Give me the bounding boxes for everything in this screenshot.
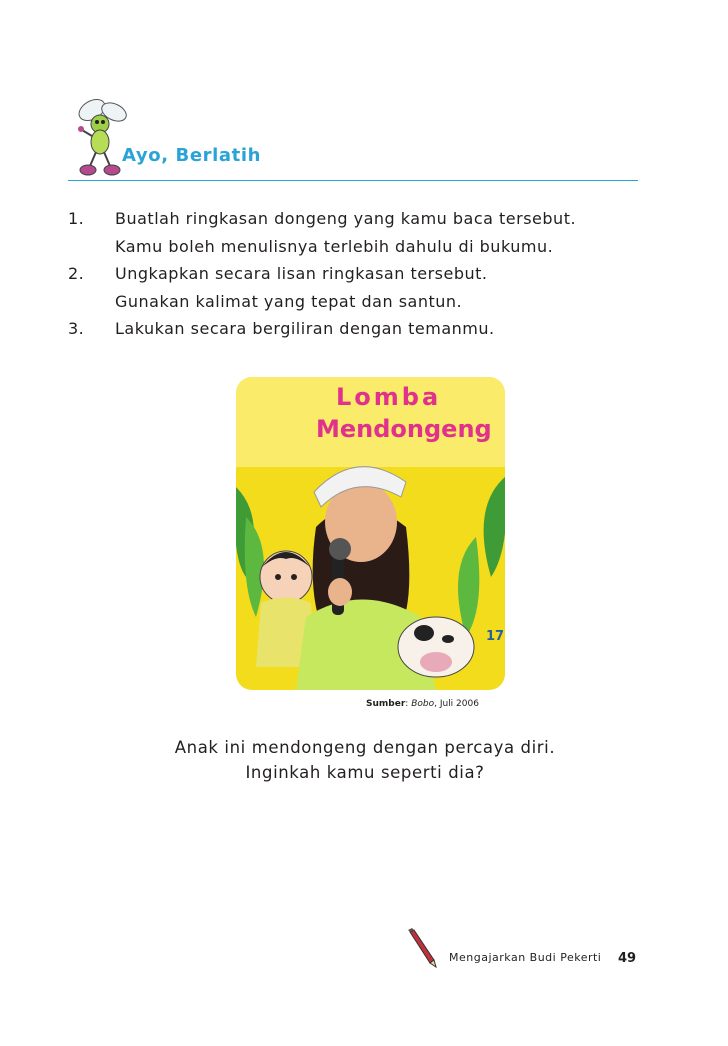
footer-book-title: Mengajarkan Budi Pekerti [449, 951, 602, 964]
list-text: Buatlah ringkasan dongeng yang kamu baca tersebut. [115, 209, 577, 228]
list-text: Ungkapkan secara lisan ringkasan tersebut. [115, 264, 488, 283]
section-divider [68, 180, 638, 181]
list-text: Lakukan secara bergiliran dengan temanmu. [115, 319, 495, 338]
source-date: , Juli 2006 [434, 699, 479, 709]
source-publication: Bobo [411, 699, 435, 709]
photo-caption [100, 735, 630, 785]
section-title: Ayo, Berlatih [122, 145, 262, 166]
list-number: 1. [68, 209, 85, 228]
storytelling-photo [236, 377, 505, 690]
list-item [68, 315, 658, 343]
pencil-icon [404, 928, 438, 968]
page-number: 49 [618, 951, 637, 966]
photo-number-badge: 17 [486, 629, 505, 644]
caption-line-2: Inginkah kamu seperti dia? [245, 763, 485, 782]
source-label: Sumber [366, 699, 406, 709]
list-number: 2. [68, 264, 85, 283]
list-number: 3. [68, 319, 85, 338]
fly-mascot-icon [70, 92, 132, 180]
list-text: Kamu boleh menulisnya terlebih dahulu di bukumu. [115, 236, 554, 256]
list-item [68, 260, 658, 315]
source-separator: : [405, 699, 409, 709]
list-item [68, 205, 658, 260]
photo-banner-title: Lomba [336, 383, 442, 411]
exercise-list [68, 205, 658, 343]
photo-source [366, 699, 479, 709]
photo-banner-subtitle: Mendongeng [316, 415, 492, 443]
list-text: Gunakan kalimat yang tepat dan santun. [115, 291, 463, 311]
caption-line-1: Anak ini mendongeng dengan percaya diri. [174, 738, 556, 757]
